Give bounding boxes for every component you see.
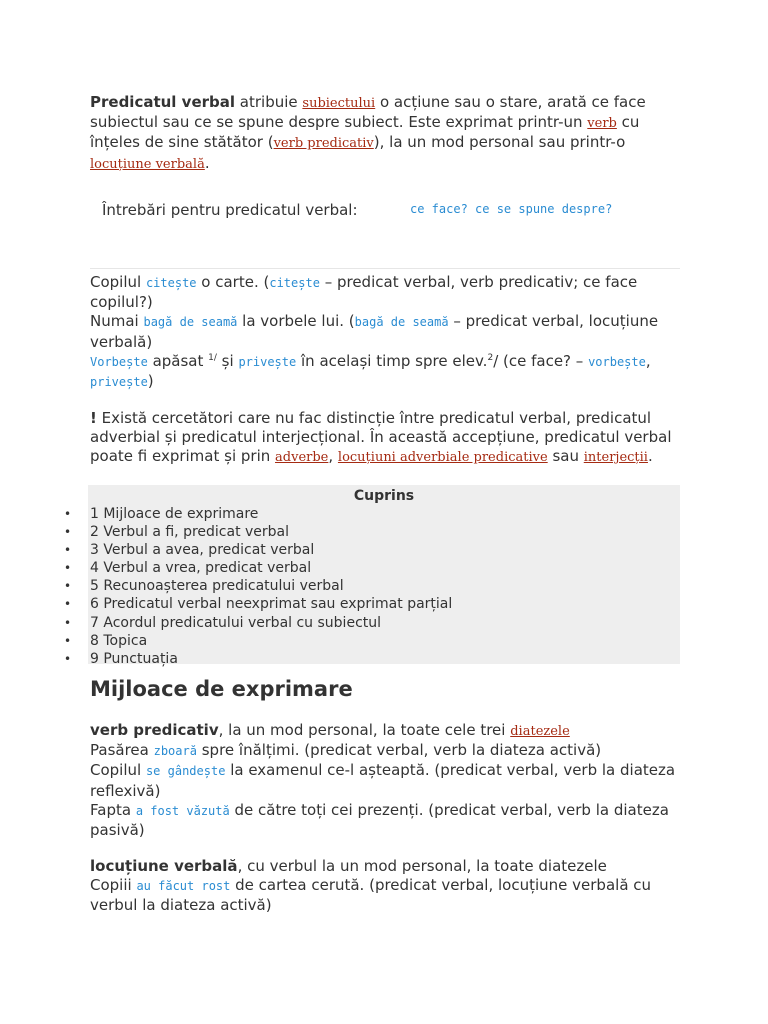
- toc-item[interactable]: [64, 595, 680, 613]
- example-text: / (ce face? –: [493, 351, 589, 370]
- divider: [90, 268, 680, 269]
- example-text: de către toți cei prezenți. (predicat verbal, verb la diateza pasivă): [90, 800, 669, 840]
- example-text: și: [216, 351, 239, 370]
- examples-block: [90, 273, 682, 392]
- example-text: o carte. (: [196, 273, 270, 291]
- toc-item-label: 6 Predicatul verbal neexprimat sau exprimat parțial: [90, 596, 453, 613]
- example-text: apăsat: [147, 351, 209, 370]
- example-highlight: citește: [145, 276, 197, 290]
- term-verb-predicativ: verb predicativ: [90, 721, 219, 739]
- questions-label: Întrebări pentru predicatul verbal:: [102, 201, 358, 219]
- table-of-contents: [64, 485, 680, 667]
- bullet-icon: •: [64, 633, 72, 648]
- example-highlight: bagă de seamă: [354, 315, 449, 330]
- bullet-icon: •: [64, 507, 72, 521]
- example-line: [90, 761, 682, 800]
- link-adverbe[interactable]: adverbe: [275, 450, 329, 466]
- note-text: sau: [547, 447, 584, 466]
- example-highlight: vorbește: [588, 354, 646, 369]
- bullet-icon: •: [64, 651, 72, 666]
- definition-text: , cu verbul la un mod personal, la toate diatezele: [237, 857, 607, 875]
- example-highlight: se gândește: [145, 764, 226, 779]
- example-text: Fapta: [90, 800, 136, 819]
- locutiune-verbala-block: [90, 857, 682, 916]
- toc-item[interactable]: [64, 541, 680, 559]
- toc-item-label: 4 Verbul a vrea, predicat verbal: [90, 560, 312, 577]
- toc-item[interactable]: [64, 650, 680, 668]
- intro-text: atribuie: [235, 93, 303, 111]
- link-verb[interactable]: verb: [587, 116, 617, 132]
- example-highlight: zboară: [153, 744, 197, 759]
- example-line-1: [90, 273, 682, 312]
- link-locutiune-verbala[interactable]: locuțiune verbală: [90, 156, 205, 172]
- note-paragraph: [90, 409, 682, 468]
- definition-line: [90, 857, 682, 876]
- example-highlight: privește: [90, 375, 148, 390]
- example-text: Numai: [90, 312, 144, 331]
- link-diatezele[interactable]: diatezele: [510, 724, 570, 739]
- example-text: ,: [645, 351, 651, 370]
- toc-item[interactable]: [64, 632, 680, 650]
- link-verb-predicativ[interactable]: verb predicativ: [273, 136, 374, 152]
- example-line: [90, 801, 682, 840]
- intro-text: .: [204, 153, 210, 172]
- toc-item[interactable]: [64, 523, 680, 541]
- intro-text: o acțiune sau o stare, arată ce face subiectul sau ce se spune despre subiect. Este exprimat printr-un: [90, 93, 646, 132]
- toc-title: Cuprins: [353, 488, 415, 504]
- example-text: ): [147, 372, 154, 391]
- intro-text: ), la un mod personal sau printr-o: [373, 133, 626, 152]
- bullet-icon: •: [64, 561, 72, 576]
- example-text: la examenul ce-l așteaptă. (predicat verbal, verb la diateza reflexivă): [90, 761, 676, 800]
- toc-item-label: 2 Verbul a fi, predicat verbal: [90, 524, 290, 541]
- term-locutiune-verbala: locuțiune verbală: [90, 857, 238, 875]
- intro-paragraph: [90, 93, 682, 174]
- example-line: [90, 741, 682, 761]
- exclamation-icon: !: [90, 409, 97, 427]
- verb-predicativ-block: [90, 721, 682, 840]
- example-highlight: a fost văzută: [135, 803, 230, 818]
- definition-line: [90, 721, 682, 741]
- example-text: Copiii: [90, 876, 137, 895]
- example-highlight: Vorbește: [90, 354, 148, 369]
- toc-item[interactable]: [64, 614, 680, 632]
- example-text: Copilul: [90, 273, 146, 291]
- example-text: – predicat verbal, verb predicativ; ce face copilul?): [90, 273, 638, 312]
- example-highlight: citește: [269, 276, 320, 290]
- term-predicatul-verbal: Predicatul verbal: [90, 93, 236, 111]
- note-text: .: [647, 447, 653, 466]
- footnote-mark: 2: [487, 352, 494, 363]
- example-text: Copilul: [90, 761, 146, 780]
- bullet-icon: •: [64, 543, 72, 558]
- link-interjectii[interactable]: interjecții: [583, 450, 648, 466]
- footnote-mark: 1/: [208, 352, 217, 363]
- questions-value: ce face? ce se spune despre?: [410, 202, 613, 216]
- toc-list: [64, 505, 680, 668]
- example-highlight: au făcut rost: [136, 879, 231, 894]
- note-text: ,: [328, 447, 338, 466]
- section-heading: Mijloace de exprimare: [90, 677, 353, 701]
- bullet-icon: •: [64, 597, 72, 612]
- toc-item[interactable]: [64, 577, 680, 595]
- note-text: Există cercetători care nu fac distincție între predicatul verbal, predicatul adverbial și predicatul interjecțional. În această accepțiune, predicatul verbal poate fi exprimat și prin: [90, 409, 672, 466]
- example-highlight: privește: [238, 354, 297, 369]
- definition-text: , la un mod personal, la toate cele trei: [218, 721, 511, 739]
- link-locutiuni-adverbiale[interactable]: locuțiuni adverbiale predicative: [337, 450, 548, 466]
- example-text: la vorbele lui. (: [237, 312, 355, 331]
- example-text: Pasărea: [90, 741, 154, 760]
- bullet-icon: •: [64, 525, 72, 540]
- bullet-icon: •: [64, 615, 72, 630]
- example-line-2: [90, 312, 682, 351]
- example-line: [90, 876, 682, 915]
- toc-item-label: 3 Verbul a avea, predicat verbal: [90, 542, 315, 559]
- toc-item[interactable]: [64, 559, 680, 577]
- toc-item-label: 9 Punctuația: [90, 650, 178, 667]
- toc-item[interactable]: [64, 505, 680, 523]
- toc-item-label: 8 Topica: [90, 632, 148, 649]
- link-subiectului[interactable]: subiectului: [302, 96, 376, 111]
- toc-item-label: 1 Mijloace de exprimare: [90, 506, 259, 522]
- toc-item-label: 7 Acordul predicatului verbal cu subiectul: [90, 614, 382, 631]
- example-text: de cartea cerută. (predicat verbal, locuțiune verbală cu verbul la diateza activă): [90, 876, 652, 915]
- intro-text: cu înțeles de sine stătător (: [90, 113, 640, 152]
- example-text: – predicat verbal, locuțiune verbală): [90, 312, 659, 351]
- toc-item-label: 5 Recunoașterea predicatului verbal: [90, 578, 344, 595]
- example-text: în același timp spre elev.: [296, 351, 488, 370]
- example-line-3: [90, 352, 682, 392]
- example-text: spre înălțimi. (predicat verbal, verb la diateza activă): [196, 741, 602, 760]
- bullet-icon: •: [64, 579, 72, 594]
- example-highlight: bagă de seamă: [143, 315, 238, 330]
